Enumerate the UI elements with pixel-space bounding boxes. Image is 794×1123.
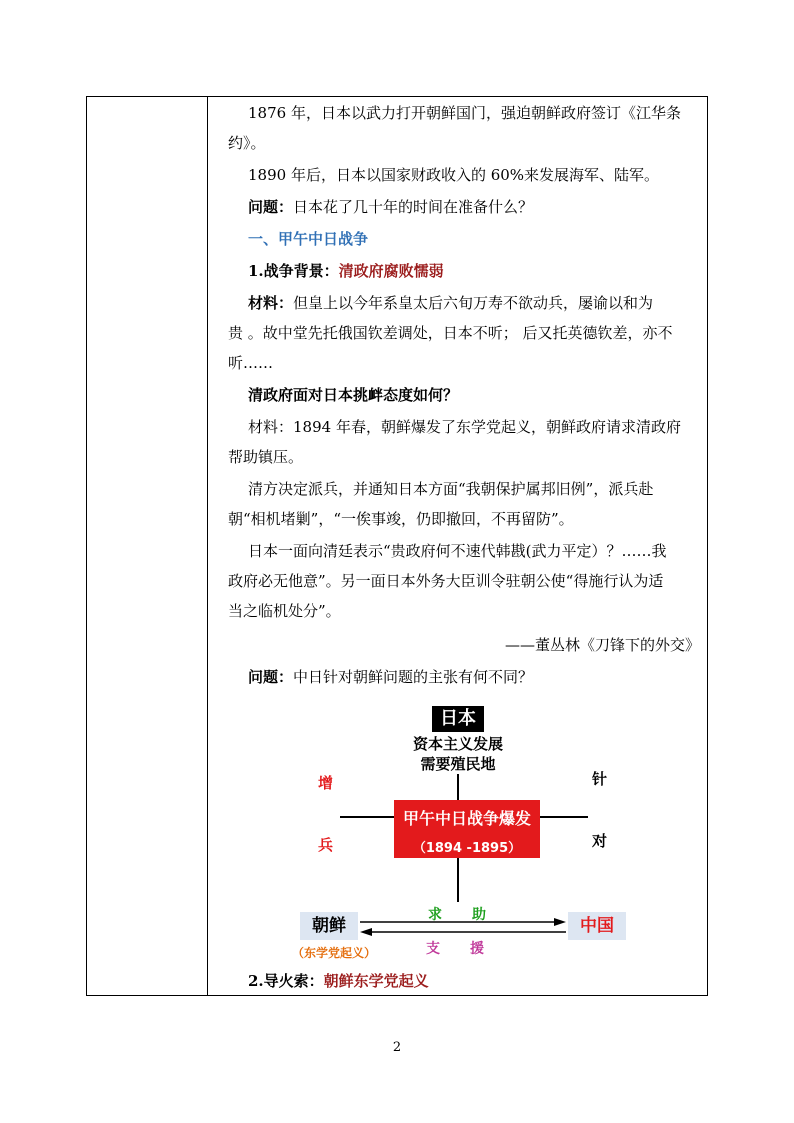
- question-3: [248, 662, 533, 692]
- material-4-line2: 政府必无他意”。另一面日本外务大臣训令驻朝公使“得施行认为适: [228, 572, 664, 590]
- material-1-line3: 听……: [228, 354, 274, 372]
- paragraph-1890: 1890 年后，日本以国家财政收入的 60%来发展海军、陆军。: [248, 166, 660, 184]
- china-box: 中国: [568, 912, 626, 940]
- background-text: 清政府腐败懦弱: [338, 262, 444, 280]
- fuse-heading: [248, 966, 429, 996]
- material-text: 但皇上以今年系皇太后六旬万寿不欲动兵，屡谕以和为: [293, 294, 654, 312]
- column-divider: [207, 97, 208, 995]
- source-citation: ——董丛林《刀锋下的外交》: [504, 636, 700, 654]
- label-request: 求: [428, 907, 442, 923]
- question-label: 问题：: [248, 198, 294, 216]
- material-1-line2: 贵 。故中堂先托俄国钦差调处，日本不听； 后又托英德钦差，亦不: [228, 324, 673, 342]
- label-increase: 增: [318, 774, 334, 792]
- fuse-label: 2.导火索：: [248, 972, 324, 990]
- paragraph-1876-line1: 1876 年，日本以武力打开朝鲜国门，强迫朝鲜政府签订《江华条: [248, 104, 681, 122]
- material-3-line2: 朝“相机堵剿”，“一俟事竣，仍即撤回，不再留防”。: [228, 510, 574, 528]
- war-outbreak-box: [394, 800, 540, 858]
- background-label: 1.战争背景：: [248, 262, 339, 280]
- paragraph-1876-line2: 约》。: [228, 134, 266, 152]
- page-number: 2: [392, 1040, 402, 1055]
- material-4-line3: 当之临机处分”。: [228, 602, 341, 620]
- question-label: 问题：: [248, 668, 294, 686]
- arrows-svg: [358, 918, 568, 938]
- question-text: 中日针对朝鲜问题的主张有何不同？: [293, 668, 534, 686]
- war-years: （1894 -1895）: [412, 841, 522, 856]
- cause-diagram: [291, 700, 640, 970]
- label-target: 针: [592, 770, 608, 788]
- label-help: 助: [472, 907, 486, 923]
- label-support: 支: [426, 941, 440, 957]
- material-1-line1: [248, 288, 653, 318]
- korea-subtitle: （东学党起义）: [291, 946, 376, 960]
- material-2-line2: 帮助镇压。: [228, 448, 304, 466]
- material-label: 材料：: [248, 294, 294, 312]
- korea-box: 朝鲜: [300, 912, 358, 940]
- arrow-request-head: [554, 918, 566, 926]
- japan-subtitle-line1: 资本主义发展: [412, 735, 503, 753]
- arrow-support-head: [360, 928, 372, 936]
- material-2-line1: 材料：1894 年春，朝鲜爆发了东学党起义，朝鲜政府请求清政府: [248, 418, 681, 436]
- label-aid: 援: [470, 941, 484, 957]
- label-troops: 兵: [318, 836, 334, 854]
- question-2: 清政府面对日本挑衅态度如何？: [248, 386, 459, 404]
- war-title: 甲午中日战争爆发: [402, 809, 531, 828]
- section-heading: 一、甲午中日战争: [248, 230, 369, 248]
- question-1: [248, 192, 533, 222]
- label-against: 对: [592, 832, 608, 850]
- war-background: [248, 256, 444, 286]
- material-4-line1: 日本一面向清廷表示“贵政府何不速代韩戡(武力平定）？……我: [248, 542, 667, 560]
- fuse-text: 朝鲜东学党起义: [323, 972, 429, 990]
- japan-box: 日本: [432, 706, 484, 732]
- japan-subtitle: [388, 734, 528, 774]
- japan-subtitle-line2: 需要殖民地: [420, 755, 496, 773]
- material-3-line1: 清方决定派兵，并通知日本方面“我朝保护属邦旧例”，派兵赴: [248, 480, 654, 498]
- question-text: 日本花了几十年的时间在准备什么？: [293, 198, 534, 216]
